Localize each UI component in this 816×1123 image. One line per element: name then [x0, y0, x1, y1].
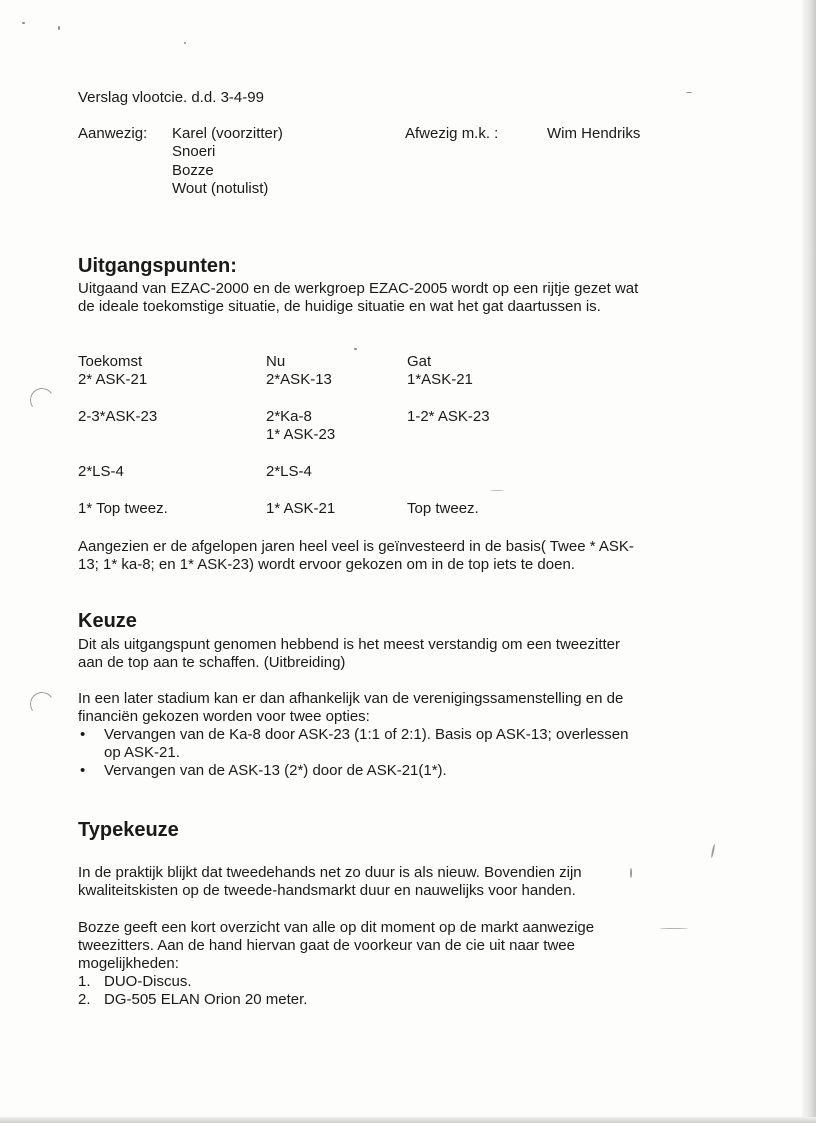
- scan-speck: [58, 26, 60, 30]
- table-cell: 2*Ka-8: [266, 408, 312, 425]
- present-member: Bozze: [172, 162, 214, 179]
- options-intro-text: In een later stadium kan er dan afhankelijk van de verenigingssamenstelling en de: [78, 690, 624, 707]
- table-header-toekomst: Toekomst: [78, 353, 143, 370]
- scan-speck: [354, 348, 357, 350]
- table-header-nu: Nu: [266, 353, 286, 370]
- table-cell: 1-2* ASK-23: [407, 408, 490, 425]
- glider-options-list: [78, 973, 307, 1009]
- intro-text: Uitgaand van EZAC-2000 en de werkgroep EZAC-2005 wordt op een rijtje gezet wat: [78, 280, 639, 297]
- typekeuze-text: tweezitters. Aan de hand hiervan gaat de voorkeur van de cie uit naar twee: [78, 937, 575, 954]
- scan-speck: [22, 22, 25, 24]
- table-cell: 1* Top tweez.: [78, 500, 168, 517]
- conclusion-text: Aangezien er de afgelopen jaren heel veel is geïnvesteerd in de basis( Twee * ASK-: [78, 538, 634, 555]
- list-item: [78, 762, 694, 780]
- typekeuze-text: Bozze geeft een kort overzicht van alle op dit moment op de markt aanwezige: [78, 919, 595, 936]
- list-item-text: DUO-Discus.: [104, 973, 192, 990]
- section-title-uitgangspunten: Uitgangspunten:: [78, 255, 237, 277]
- table-cell: 2*LS-4: [266, 463, 312, 480]
- table-cell: 2-3*ASK-23: [78, 408, 158, 425]
- scan-speck: [686, 92, 692, 93]
- present-member: Snoeri: [172, 143, 216, 160]
- scan-right-edge-shadow: [802, 0, 816, 1123]
- section-title-typekeuze: Typekeuze: [78, 819, 179, 841]
- report-header: Verslag vlootcie. d.d. 3-4-99: [78, 89, 264, 106]
- scan-speck: [184, 42, 186, 44]
- scan-bottom-edge-shadow: [0, 1117, 816, 1123]
- present-member: Karel (voorzitter): [172, 125, 283, 142]
- list-item-text: Vervangen van de Ka-8 door ASK-23 (1:1 of 2:1). Basis op ASK-13; overlessen: [104, 726, 629, 743]
- conclusion-text: 13; 1* ka-8; en 1* ASK-23) wordt ervoor gekozen om in de top iets te doen.: [78, 556, 575, 573]
- table-cell: 2*ASK-13: [266, 371, 332, 388]
- present-label: Aanwezig:: [78, 125, 148, 142]
- typekeuze-text: mogelijkheden:: [78, 955, 179, 972]
- absent-member: Wim Hendriks: [547, 125, 641, 142]
- keuze-text: Dit als uitgangspunt genomen hebbend is het meest verstandig om een tweezitter: [78, 636, 620, 653]
- table-cell: 2* ASK-21: [78, 371, 148, 388]
- scan-speck: [630, 868, 632, 878]
- scan-speck: [490, 490, 504, 491]
- table-cell: Top tweez.: [407, 500, 479, 517]
- table-cell: 1* ASK-23: [266, 426, 336, 443]
- section-title-keuze: Keuze: [78, 610, 137, 632]
- list-item: [78, 991, 307, 1009]
- punch-hole-mark: [28, 690, 56, 718]
- typekeuze-text: In de praktijk blijkt dat tweedehands net zo duur is als nieuw. Bovendien zijn: [78, 864, 582, 881]
- list-item-text: Vervangen van de ASK-13 (2*) door de ASK-21(1*).: [104, 762, 447, 779]
- table-cell: 1*ASK-21: [407, 371, 473, 388]
- list-item: [78, 726, 694, 762]
- list-item-number: 1.: [78, 973, 91, 990]
- list-item-text: DG-505 ELAN Orion 20 meter.: [104, 991, 308, 1008]
- list-item-number: 2.: [78, 991, 91, 1008]
- keuze-text: aan de top aan te schaffen. (Uitbreiding): [78, 654, 346, 671]
- scan-speck: [711, 844, 716, 858]
- present-member: Wout (notulist): [172, 180, 269, 197]
- typekeuze-text: kwaliteitskisten op de tweede-handsmarkt duur en nauwelijks voor handen.: [78, 882, 576, 899]
- punch-hole-mark: [28, 386, 56, 414]
- scan-speck: [660, 928, 688, 929]
- list-item: [78, 973, 307, 991]
- intro-text: de ideale toekomstige situatie, de huidige situatie en wat het gat daartussen is.: [78, 298, 601, 315]
- absent-label: Afwezig m.k. :: [405, 125, 499, 142]
- list-item-text: op ASK-21.: [104, 744, 180, 761]
- table-cell: 2*LS-4: [78, 463, 124, 480]
- options-bullet-list: [78, 726, 694, 780]
- table-header-gat: Gat: [407, 353, 432, 370]
- options-intro-text: financiën gekozen worden voor twee opties:: [78, 708, 370, 725]
- table-cell: 1* ASK-21: [266, 500, 336, 517]
